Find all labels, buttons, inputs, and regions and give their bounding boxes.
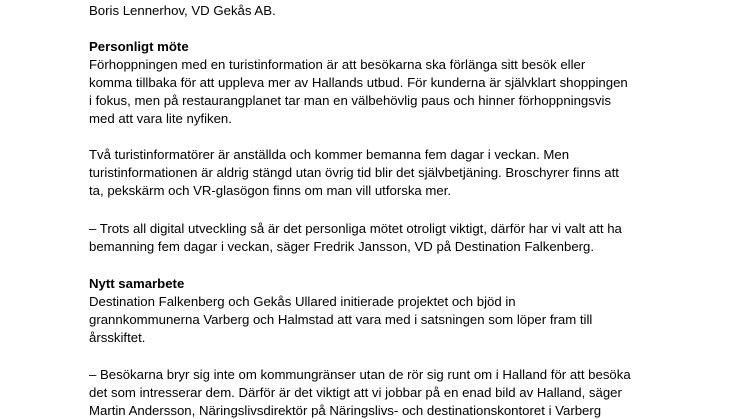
intro-line: Boris Lennerhov, VD Gekås AB. bbox=[89, 3, 276, 18]
section-heading-personligt-mote: Personligt möte bbox=[89, 39, 189, 54]
quote-line: Martin Andersson, Näringslivsdirektör på Näringslivs- och destinationskontoret i Varberg bbox=[89, 403, 602, 418]
paragraph-line: i fokus, men på restaurangplanet tar man en välbehövlig paus och hinner förhoppningsvis bbox=[89, 93, 611, 108]
paragraph-line: grannkommunerna Varberg och Halmstad att vara med i satsningen som löper fram till bbox=[89, 312, 593, 327]
paragraph-line: årsskiftet. bbox=[89, 330, 146, 345]
quote-line: – Trots all digital utveckling så är det personliga mötet otroligt viktigt, därför har vi valt att ha bbox=[89, 221, 622, 236]
paragraph-line: komma tillbaka för att uppleva mer av Hallands utbud. För kunderna är självklart shoppingen bbox=[89, 75, 628, 90]
quote-line: det som intresserar dem. Därför är det viktigt att vi jobbar på en enad bild av Halland, säger bbox=[89, 385, 622, 400]
paragraph-line: Destination Falkenberg och Gekås Ullared initierade projektet och bjöd in bbox=[89, 294, 516, 309]
paragraph-line: med att vara lite nyfiken. bbox=[89, 111, 232, 126]
paragraph-line: Förhoppningen med en turistinformation är att besökarna ska förlänga sitt besök eller bbox=[89, 57, 586, 72]
section-heading-nytt-samarbete: Nytt samarbete bbox=[89, 276, 185, 291]
paragraph-line: turistinformationen är aldrig stängd utan övrig tid blir det självbetjäning. Broschyrer finns att bbox=[89, 165, 619, 180]
paragraph-line: Två turistinformatörer är anställda och kommer bemanna fem dagar i veckan. Men bbox=[89, 147, 570, 162]
quote-line: bemanning fem dagar i veckan, säger Fredrik Jansson, VD på Destination Falkenberg. bbox=[89, 239, 595, 254]
paragraph-line: ta, pekskärm och VR-glasögon finns om man vill utforska mer. bbox=[89, 183, 452, 198]
quote-line: – Besökarna bryr sig inte om kommungränser utan de rör sig runt om i Halland för att besöka bbox=[89, 367, 631, 382]
